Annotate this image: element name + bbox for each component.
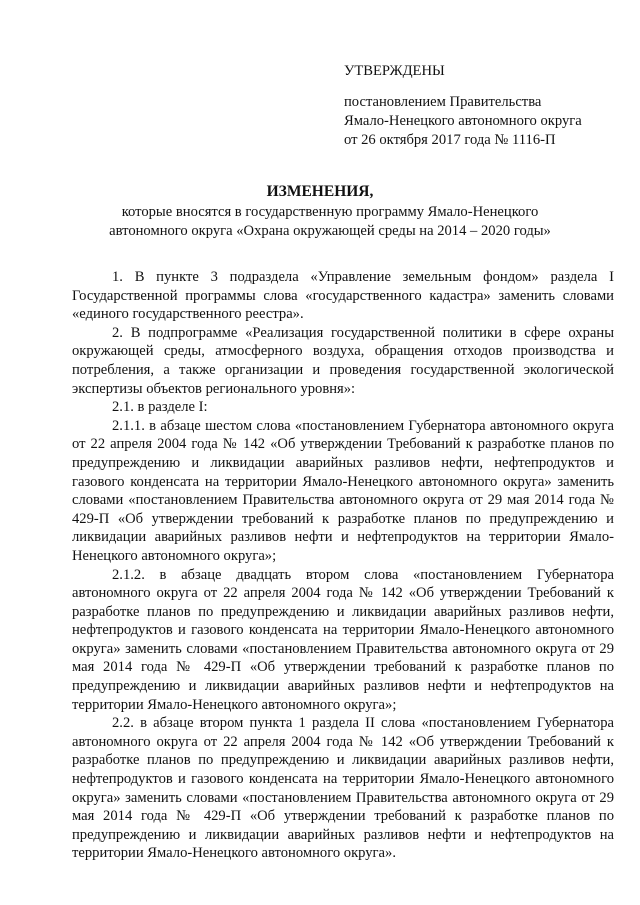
- paragraph: 2. В подпрограмме «Реализация государственной политики в сфере охраны окружающей среды, атмосферного воздуха, обращения отходов производства и потребления, а также организации и проведения государственной экологической экспертизы объектов регионального уровня»:: [72, 324, 614, 397]
- approval-line: от 26 октября 2017 года № 1116-П: [344, 132, 556, 148]
- approval-line: Ямало-Ненецкого автономного округа: [344, 113, 582, 129]
- approval-line: постановлением Правительства: [344, 94, 542, 110]
- approval-stamp: [344, 62, 582, 150]
- paragraph: 1. В пункте 3 подраздела «Управление земельным фондом» раздела I Государственной программы слова «государственного кадастра» заменить словами «единого государственного реестра».: [72, 269, 614, 323]
- document-body: [72, 268, 614, 863]
- document-title: ИЗМЕНЕНИЯ,: [266, 183, 374, 200]
- paragraph: 2.1. в разделе I:: [112, 399, 208, 416]
- approval-heading: УТВЕРЖДЕНЫ: [344, 63, 445, 79]
- document-subtitle: которые вносятся в государственную программу Ямало-Ненецкого автономного округа «Охрана окружающей среды на 2014 – 2020 годы»: [109, 204, 551, 239]
- paragraph: 2.2. в абзаце втором пункта 1 раздела II слова «постановлением Губернатора автономного округа от 22 апреля 2004 года № 142 «Об утверждении Требований к разработке планов по предупреждению и ликвидации аварийных разливов нефти, нефтепродуктов и газового конденсата на территории Ямало-Ненецкого автономного округа» заменить словами «постановлением Правительства автономного округа от 29 мая 2014 года № 429-П «Об утверждении требований к разработке планов по предупреждению и ликвидации аварийных разливов нефти и нефтепродуктов на территории Ямало-Ненецкого автономного округа».: [72, 715, 614, 862]
- paragraph: 2.1.2. в абзаце двадцать втором слова «постановлением Губернатора автономного округа от 22 апреля 2004 года № 142 «Об утверждении Требований к разработке планов по предупреждению и ликвидации аварийных разливов нефти, нефтепродуктов и газового конденсата на территории Ямало-Ненецкого автономного округа» заменить словами «постановлением Правительства автономного округа от 29 мая 2014 года № 429-П «Об утверждении требований к разработке планов по предупреждению и ликвидации аварийных разливов нефти и нефтепродуктов на территории Ямало-Ненецкого автономного округа»;: [72, 566, 614, 713]
- paragraph: 2.1.1. в абзаце шестом слова «постановлением Губернатора автономного округа от 22 апреля 2004 года № 142 «Об утверждении Требований к разработке планов по предупреждению и ликвидации аварийных разливов нефти, нефтепродуктов и газового конденсата на территории Ямало-Ненецкого автономного округа» заменить словами «постановлением Правительства автономного округа от 29 мая 2014 года № 429-П «Об утверждении требований к разработке планов по предупреждению и ликвидации аварийных разливов нефти и нефтепродуктов на территории Ямало-Ненецкого автономного округа»;: [72, 417, 614, 564]
